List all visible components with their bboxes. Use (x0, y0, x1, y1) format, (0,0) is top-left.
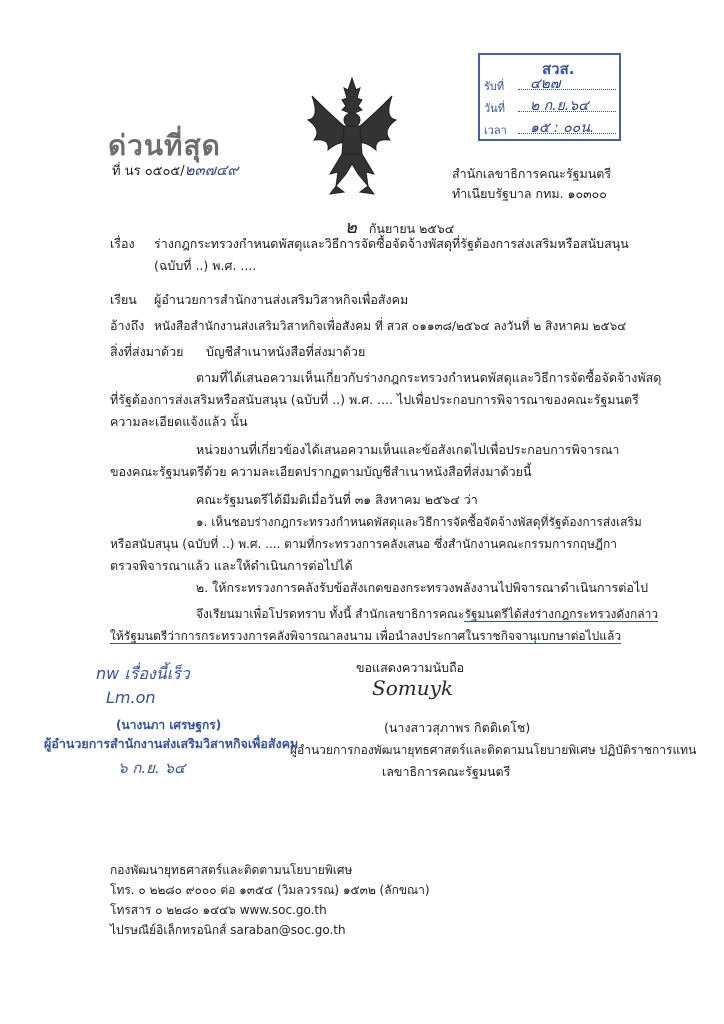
body-p2-line-2: ของคณะรัฐมนตรีด้วย ความละเอียดปรากฏตามบัญชีสำเนาหนังสือที่ส่งมาด้วยนี้ (110, 464, 532, 479)
document-number-prefix: ที่ นร ๐๕๐๕/ (112, 164, 185, 179)
signer-name: (นางสาวสุภาพร กิตติเดโช) (384, 720, 531, 735)
body-p3-line-4: ตรวจพิจารณาแล้ว และให้ดำเนินการต่อไปได้ (110, 558, 353, 573)
body-p1-line-2: ที่รัฐต้องการส่งเสริมหรือสนับสนุน (ฉบับที่ ..) พ.ศ. .... ไปเพื่อประกอบการพิจารณาของคณะรัฐมนตรี (110, 392, 639, 407)
body-p3-line-1: คณะรัฐมนตรีได้มีมติเมื่อวันที่ ๓๑ สิงหาคม ๒๕๖๔ ว่า (196, 492, 478, 507)
body-p1-line-1: ตามที่ได้เสนอความเห็นเกี่ยวกับร่างกฎกระทรวงกำหนดพัสดุและวิธีการจัดซื้อจัดจ้างพัสดุ (196, 370, 662, 385)
stamp-received-no: ๔๒๗ (530, 76, 561, 92)
body-p3-line-2: ๑. เห็นชอบร่างกฎกระทรวงกำหนดพัสดุและวิธีการจัดซื้อจัดจ้างพัสดุที่รัฐต้องการส่งเสริม (196, 515, 642, 529)
signature: Somuyk (372, 676, 454, 700)
reference: หนังสือสำนักงานส่งเสริมวิสาหกิจเพื่อสังคม ที่ สวส ๐๑๑๓๘/๒๕๖๔ ลงวันที่ ๒ สิงหาคม ๒๕๖๔ (154, 319, 627, 333)
stamp-date-label: วันที่ (484, 102, 505, 115)
body-p4-line-1-a: จึงเรียนมาเพื่อโปรดทราบ ทั้งนี้ สำนักเลขาธิการคณะ (196, 607, 465, 621)
closing-regards: ขอแสดงความนับถือ (356, 660, 465, 675)
document-number-handwritten: ๒๓๗๔๙ (184, 161, 239, 179)
enclosure: บัญชีสำเนาหนังสือที่ส่งมาด้วย (206, 344, 366, 359)
office-name: สำนักเลขาธิการคณะรัฐมนตรี (452, 166, 612, 181)
body-p3-line-3: หรือสนับสนุน (ฉบับที่ ..) พ.ศ. .... ตามที่กระทรวงการคลังเสนอ ซึ่งสำนักงานคณะกรรมการกฤษฎีกา (110, 537, 617, 551)
document-date-day: ๒ (345, 217, 357, 238)
body-p2-line-1: หน่วยงานที่เกี่ยวข้องได้เสนอความเห็นและข้อสังเกตไปเพื่อประกอบการพิจารณา (196, 442, 620, 457)
reference-label: อ้างถึง (110, 318, 145, 333)
signer-title-2: เลขาธิการคณะรัฐมนตรี (382, 764, 511, 779)
stamp-received-no-label: รับที่ (484, 80, 505, 93)
body-p4-line-1 (196, 606, 658, 622)
office-address: ทำเนียบรัฐบาล กทม. ๑๐๓๐๐ (452, 186, 607, 201)
enclosure-label: สิ่งที่ส่งมาด้วย (110, 344, 184, 359)
footer-email: ไปรษณีย์อิเล็กทรอนิกส์ saraban@soc.go.th (110, 923, 346, 937)
issuing-office (452, 164, 611, 204)
body-p4-line-2 (110, 628, 621, 644)
annotation-name-stamp: (นางนภา เศรษฐกร) (116, 718, 222, 732)
body-p4-line-2-b: เพื่อนำลงประกาศในราชกิจจานุเบกษาต่อไปแล้ว (375, 629, 622, 643)
annotation-note-2: Lm.on (106, 688, 156, 707)
signer-title: ผู้อำนวยการกองพัฒนายุทธศาสตร์และติดตามนโยบายพิเศษ ปฏิบัติราชการแทน (290, 743, 697, 757)
recipient-label: เรียน (110, 292, 137, 307)
annotation-note-1: nw เรื่องนี้เร็ว (96, 664, 190, 683)
annotation-date: ๖ ก.ย. ๖๔ (118, 759, 186, 777)
garuda-emblem-icon (300, 74, 405, 196)
stamp-time-label: เวลา (484, 124, 507, 137)
body-p3-line-5: ๒. ให้กระทรวงการคลังรับข้อสังเกตของกระทรวงพลังงานไปพิจารณาดำเนินการต่อไป (196, 580, 649, 595)
urgency-mark: ด่วนที่สุด (108, 129, 221, 162)
received-stamp (478, 53, 621, 141)
stamp-date: ๒ ก.ย.๖๔ (530, 98, 589, 114)
body-p4-line-1-b: รัฐมนตรีได้ส่งร่างกฎกระทรวงดังกล่าว (464, 607, 659, 621)
footer-fax: โทรสาร ๐ ๒๒๘๐ ๑๔๔๖ www.soc.go.th (110, 903, 327, 917)
subject-line-1: ร่างกฎกระทรวงกำหนดพัสดุและวิธีการจัดซื้อจัดจ้างพัสดุที่รัฐต้องการส่งเสริมหรือสนับสนุน (154, 236, 629, 251)
subject-line-2: (ฉบับที่ ..) พ.ศ. .... (154, 258, 257, 273)
footer-tel: โทร. ๐ ๒๒๘๐ ๙๐๐๐ ต่อ ๑๓๕๔ (วิมลวรรณ) ๑๕๓๒ (ลักขณา) (110, 883, 430, 897)
body-p4-line-2-a: ให้รัฐมนตรีว่าการกระทรวงการคลังพิจารณาลงนาม (110, 629, 376, 643)
footer-contact (110, 860, 430, 940)
recipient: ผู้อำนวยการสำนักงานส่งเสริมวิสาหกิจเพื่อสังคม (154, 292, 409, 307)
stamp-org: สวส. (542, 60, 575, 78)
body-p1-line-3: ความละเอียดแจ้งแล้ว นั้น (110, 414, 248, 429)
document-date-month-year: กันยายน ๒๕๖๔ (368, 221, 455, 236)
footer-division: กองพัฒนายุทธศาสตร์และติดตามนโยบายพิเศษ (110, 863, 353, 877)
subject-label: เรื่อง (110, 236, 135, 251)
stamp-time: ๑๕ : ๐๐น. (530, 120, 595, 136)
annotation-title-stamp: ผู้อำนวยการสำนักงานส่งเสริมวิสาหกิจเพื่อสังคม (44, 736, 299, 751)
document-number (112, 158, 238, 182)
